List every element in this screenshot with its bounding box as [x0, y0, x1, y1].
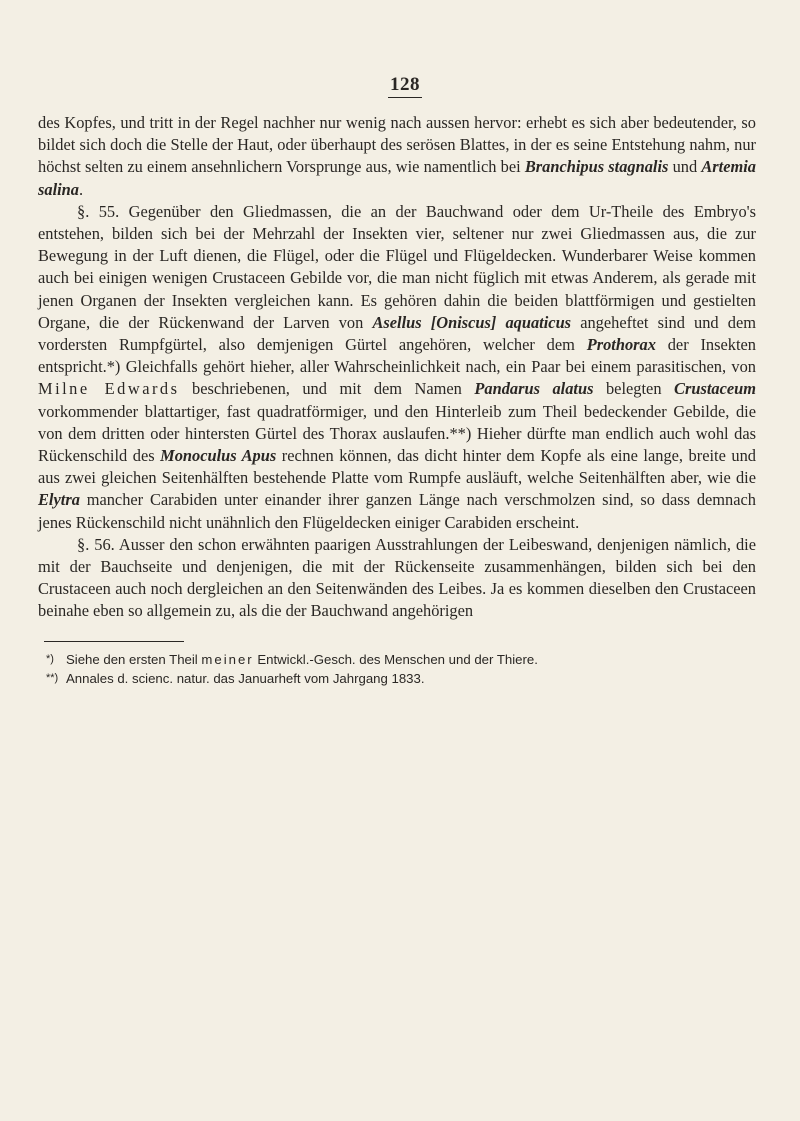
footnotes	[38, 650, 756, 688]
text-run: und	[668, 157, 702, 177]
text-run: angeheftet sind und dem vordersten Rumpfgürtel, also demjenigen Gürtel angehören, welcher dem	[38, 312, 756, 355]
species-name: Pandarus alatus	[474, 379, 594, 399]
text-run: rechnen können, das dicht hinter dem Kopfe als eine lange, breite und aus zwei gleichen Seitenhälften bestehende Platte vom Rumpfe ausläuft, welche Seitenhälften aber, wie die	[38, 446, 756, 488]
text-run: belegten	[593, 379, 675, 399]
footnote-mark: *)	[46, 652, 54, 665]
footnote-divider	[44, 641, 184, 642]
page-number: 128	[46, 74, 764, 98]
author-name: Milne Edwards	[38, 379, 180, 399]
text-run: Siehe den ersten Theil	[66, 651, 202, 667]
paragraph-section-55	[38, 201, 756, 534]
text-run: Annales d. scienc. natur. das Januarheft vom Jahrgang 1833.	[66, 670, 425, 686]
text-run: beschriebenen, und mit dem Namen	[179, 379, 475, 399]
text-run: vorkommender blattartiger, fast quadratförmiger, und den Hinterleib zum Theil bedeckender Gebilde, die von dem dritten oder hintersten Gürtel des Thorax auslaufen.**) Hieher dürfte man endlich auch wohl das Rückenschild des	[38, 401, 756, 466]
text-run: der Insekten entspricht.*) Gleichfalls gehört hieher, aller Wahrscheinlichkeit nach, ein Paar bei einem parasitischen, von	[38, 335, 756, 377]
footnote-mark: **)	[46, 671, 59, 684]
book-page	[38, 74, 756, 688]
paragraph-section-56: §. 56. Ausser den schon erwähnten paarigen Ausstrahlungen der Leibeswand, denjenigen nämlich, die mit der Bauchseite und denjenigen, die mit der Rückenseite zusammenhängen, bilden sich bei den Crustaceen auch noch dergleichen an den Seitenwänden des Leibes. Ja es kommen dieselben den Crustaceen beinahe eben so allgemein zu, als die der Bauchwand angehörigen	[38, 534, 756, 621]
text-run: Entwickl.-Gesch. des Menschen und der Thiere.	[253, 651, 538, 667]
term: Elytra	[38, 490, 80, 510]
species-name: Artemia salina	[38, 157, 756, 199]
species-name: Asellus [Oniscus] aquaticus	[372, 312, 572, 332]
species-name: Branchipus stagnalis	[524, 157, 669, 177]
term: Crustaceum	[674, 379, 756, 399]
species-name: Monoculus Apus	[160, 446, 277, 466]
text-run: .	[79, 179, 84, 199]
text-run: des Kopfes, und tritt in der Regel nachher nur wenig nach aussen hervor: erhebt es sich aber bedeutender, so bildet sich doch die Stelle der Haut, oder überhaupt des serösen Blattes, in der es seine Entstehung nahm, nur höchst selten zu einem ansehnlichern Vorsprunge aus, wie namentlich bei	[38, 113, 756, 177]
text-run: meiner	[201, 651, 254, 667]
term: Prothorax	[586, 335, 656, 355]
footnote-1	[46, 650, 756, 669]
paragraph-continuation	[38, 112, 756, 201]
footnote-2	[46, 669, 756, 688]
text-run: mancher Carabiden unter einander ihrer ganzen Länge nach verschmolzen sind, so dass demnach jenes Rückenschild nicht unähnlich den Flügeldecken einiger Carabiden erscheint.	[38, 490, 756, 532]
text-run: §. 55. Gegenüber den Gliedmassen, die an der Bauchwand oder dem Ur-Theile des Embryo's entstehen, bilden sich bei der Mehrzahl der Insekten vier, seltener nur zwei Gliedmassen aus, die zur Bewegung in der Luft dienen, die Flügel, oder die Flügel und Flügeldecken. Wunderbarer Weise kommen auch bei einigen wenigen Crustaceen Gebilde vor, die man nicht füglich mit etwas Anderem, als gerade mit jenen Organen der Insekten vergleichen kann. Es gehören dahin die beiden blattförmigen und gestielten Organe, die der Rückenwand der Larven von	[38, 201, 756, 332]
body-text	[38, 112, 756, 623]
